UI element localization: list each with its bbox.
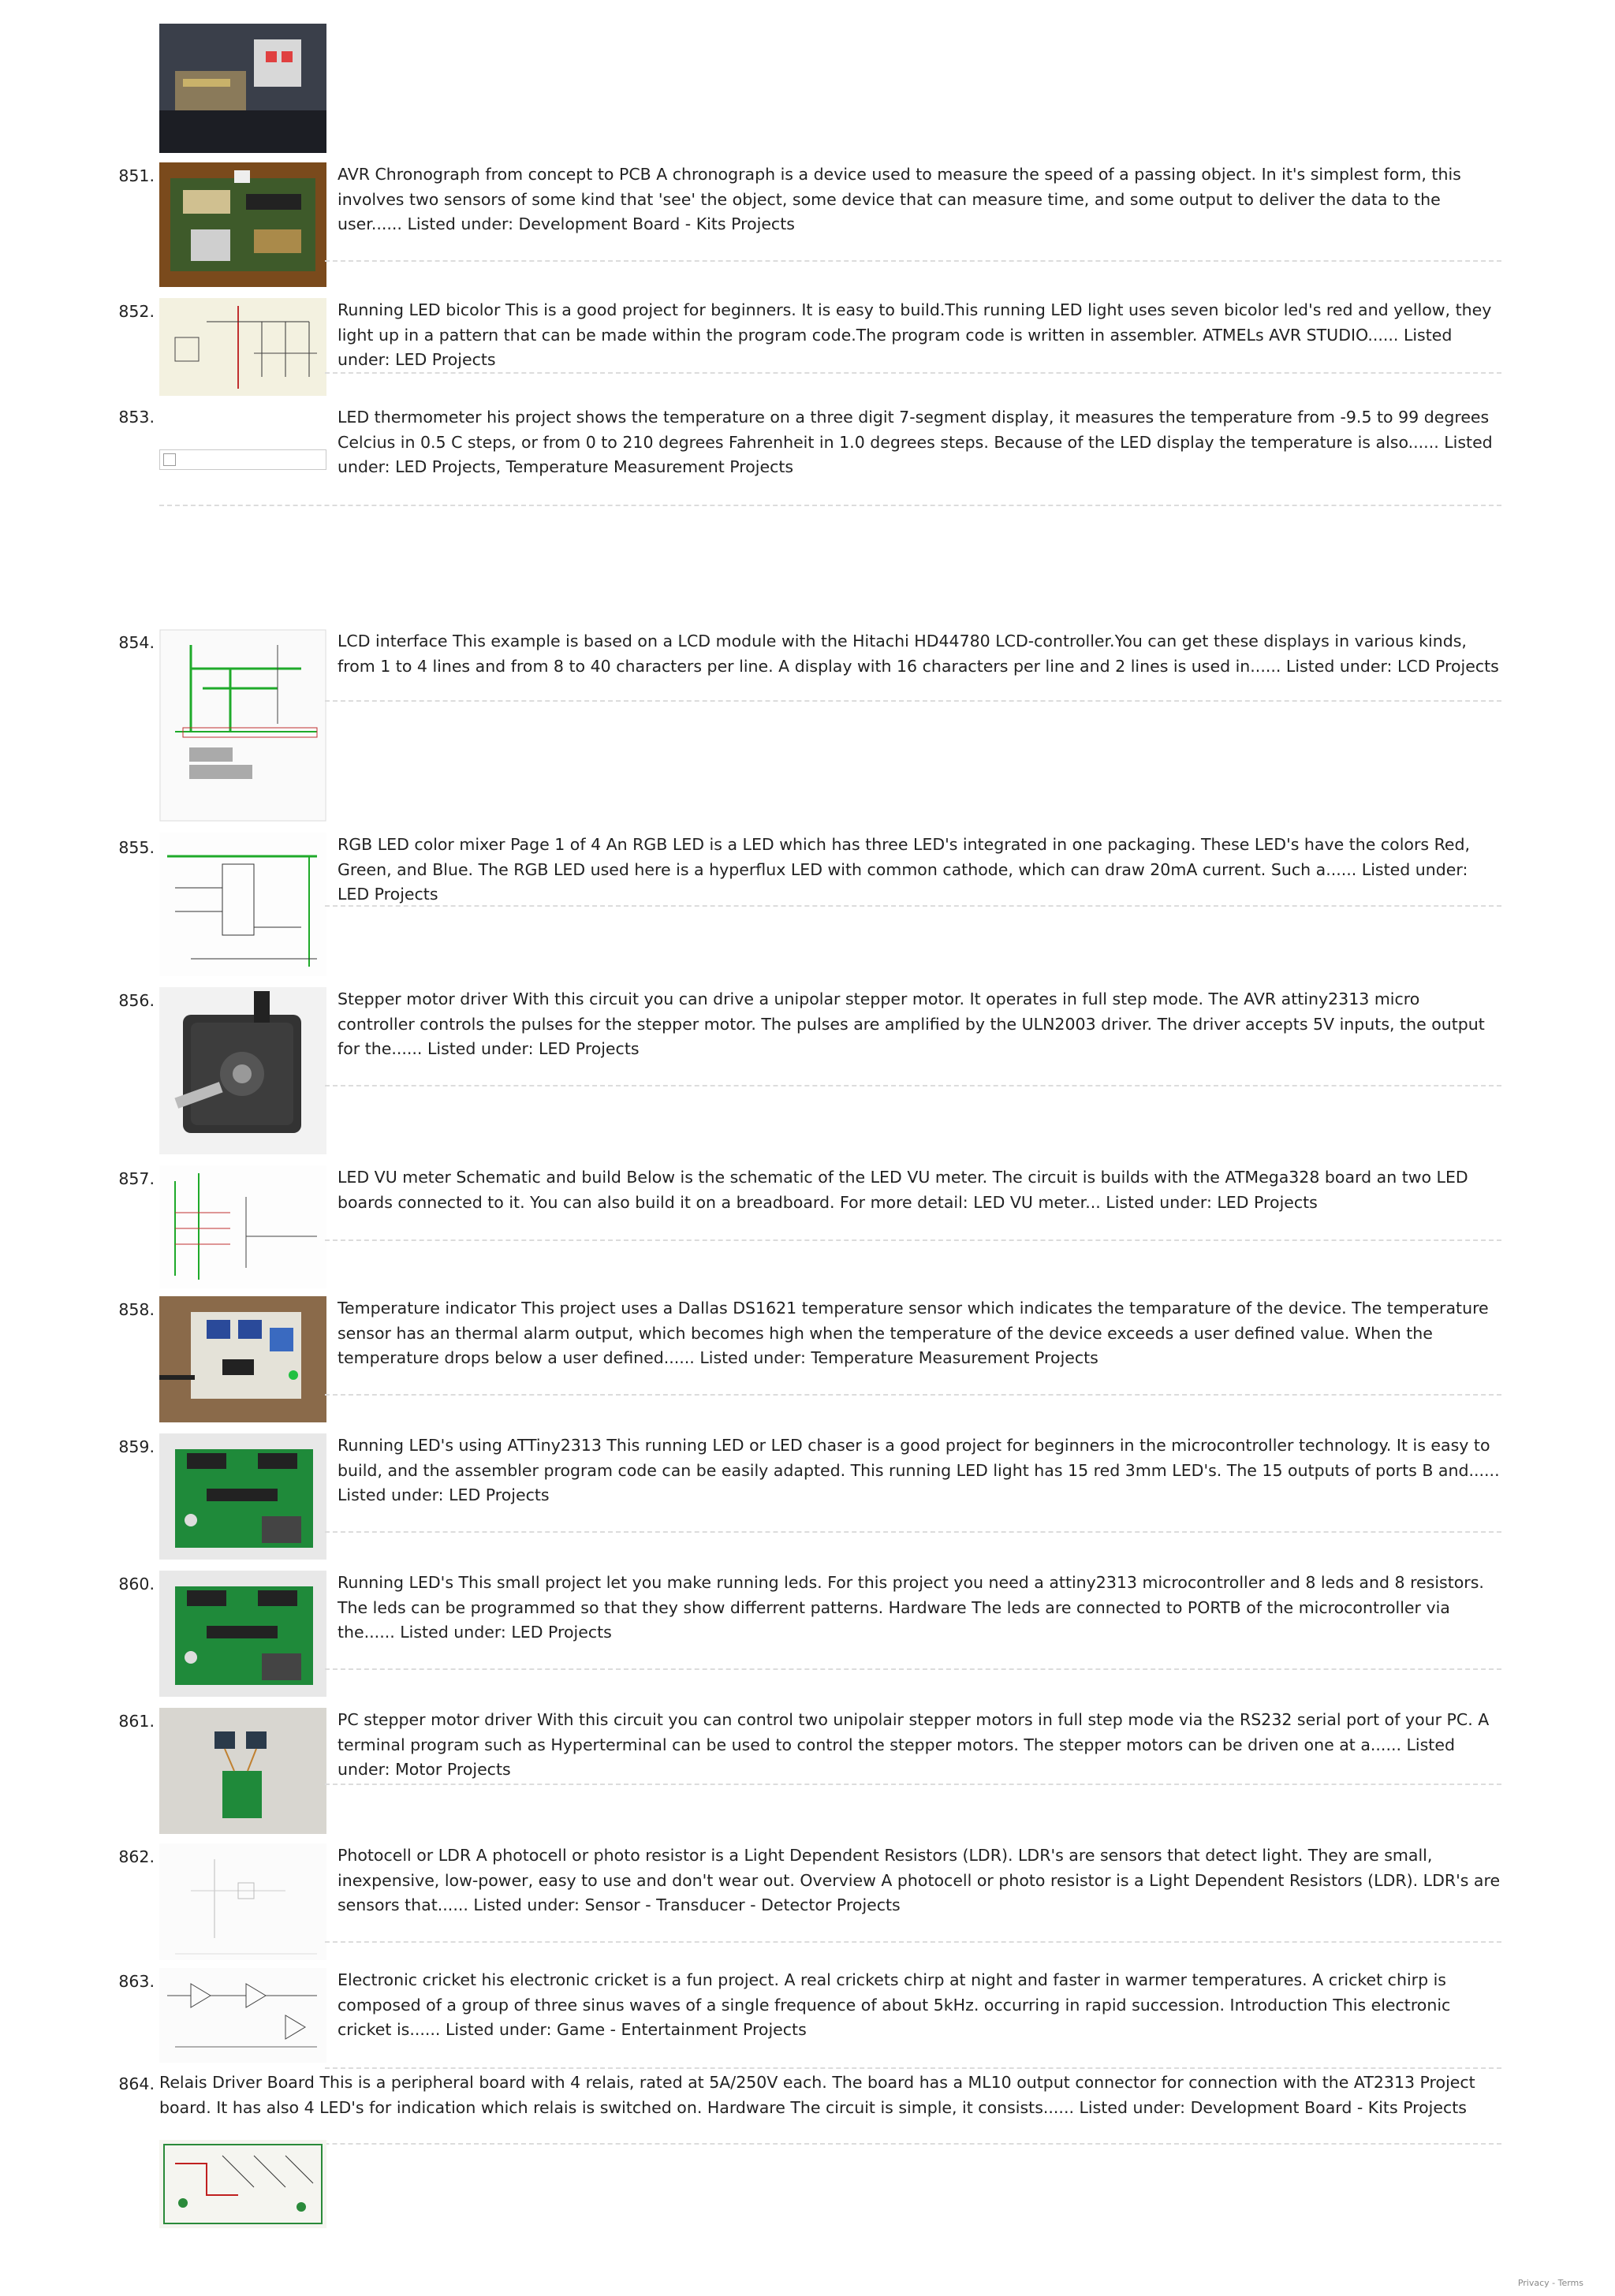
divider — [325, 1941, 1501, 1943]
item-853-text[interactable] — [159, 405, 1501, 480]
divider — [325, 1531, 1501, 1533]
item-description[interactable]: Running LED's using ATTiny2313 This running LED or LED chaser is a good project for beginners in the microcontroller technology. It is easy to build, and the assembler program code can be easily adapted. This running LED light has 15 red 3mm LED's. The 15 outputs of ports B and...... Listed under: LED Projects — [338, 1436, 1500, 1504]
divider — [325, 1085, 1501, 1086]
item-description[interactable]: AVR Chronograph from concept to PCB A chronograph is a device used to measure the speed of a passing object. In it's simplest form, this involves two sensors of some kind that 'see' the object, some device that can measure time, and some output to deliver the data to the user...... Listed under: Development Board - Kits Projects — [338, 165, 1461, 233]
divider — [325, 1784, 1501, 1785]
thumbnail-856[interactable] — [159, 987, 326, 1154]
thumbnail-855[interactable] — [159, 833, 326, 976]
thumbnail-859[interactable] — [159, 1433, 326, 1560]
privacy-terms-link[interactable]: Privacy - Terms — [1517, 2278, 1583, 2288]
divider — [325, 2067, 1501, 2069]
divider — [325, 700, 1501, 702]
item-description[interactable]: Running LED bicolor This is a good project for beginners. It is easy to build.This running LED light uses seven bicolor led's red and yellow, they light up in a pattern that can be made within the program code.The program code is written in assembler. ATMELs AVR STUDIO...... Listed under: LED Projects — [338, 300, 1492, 369]
item-description[interactable]: PC stepper motor driver With this circuit you can control two unipolair stepper motors in full step mode via the RS232 serial port of your PC. A terminal program such as Hyperterminal can be used to control the stepper motors. The stepper motors can be driven one at a...... Listed under: Motor Projects — [338, 1710, 1490, 1779]
item-number: 856. — [118, 991, 155, 1010]
divider — [325, 1239, 1501, 1241]
item-number: 864. — [118, 2074, 155, 2093]
divider — [325, 372, 1501, 374]
thumbnail-854[interactable] — [159, 629, 326, 822]
divider — [159, 505, 1501, 506]
item-number: 851. — [118, 166, 155, 185]
item-number: 855. — [118, 838, 155, 857]
divider — [325, 1668, 1501, 1670]
item-description[interactable]: Stepper motor driver With this circuit you can drive a unipolar stepper motor. It operates in full step mode. The AVR attiny2313 micro controller controls the pulses for the stepper motor. The pulses are amplified by the ULN2003 driver. The driver accepts 5V inputs, the output for the...... Listed under: LED Projects — [338, 990, 1485, 1058]
divider — [325, 1394, 1501, 1396]
item-number: 858. — [118, 1300, 155, 1319]
thumbnail-864[interactable] — [159, 2140, 326, 2228]
thumbnail-852[interactable] — [159, 298, 326, 396]
item-description[interactable]: LED VU meter Schematic and build Below is the schematic of the LED VU meter. The circuit is builds with the ATMega328 board an two LED boards connected to it. You can also build it on a breadboard. For more detail: LED VU meter... Listed under: LED Projects — [338, 1168, 1468, 1212]
item-description[interactable]: RGB LED color mixer Page 1 of 4 An RGB LED is a LED which has three LED's integrated in one packaging. These LED's have the colors Red, Green, and Blue. The RGB LED used here is a hyperflux LED with common cathode, which can draw 20mA current. Such a...... Listed under: LED Projects — [338, 835, 1471, 904]
thumbnail-top[interactable] — [159, 24, 326, 153]
item-number: 854. — [118, 633, 155, 652]
divider — [159, 2143, 1501, 2145]
divider — [325, 905, 1501, 907]
item-description[interactable]: Relais Driver Board This is a peripheral board with 4 relais, rated at 5A/250V each. The board has a ML10 output connector for connection with the AT2313 Project board. It has also 4 LED's for indication which relais is switched on. Hardware The circuit is simple, it consists...... Listed under: Development Board - Kits Projects — [159, 2073, 1475, 2117]
thumbnail-860[interactable] — [159, 1571, 326, 1697]
divider — [325, 260, 1501, 262]
item-description[interactable]: Running LED's This small project let you make running leds. For this project you need a attiny2313 microcontroller and 8 leds and 8 resistors. The leds can be programmed so that they show differrent patterns. Hardware The leds are connected to PORTB of the microcontroller via the...... Listed under: LED Projects — [338, 1573, 1484, 1642]
item-number: 853. — [118, 408, 155, 427]
thumbnail-858[interactable] — [159, 1296, 326, 1422]
image-placeholder — [159, 430, 338, 477]
thumbnail-861[interactable] — [159, 1708, 326, 1834]
item-description[interactable]: LCD interface This example is based on a LCD module with the Hitachi HD44780 LCD-controller.You can get these displays in various kinds, from 1 to 4 lines and from 8 to 40 characters per line. A display with 16 characters per line and 2 lines is used in...... Listed under: LCD Projects — [338, 632, 1499, 676]
item-description[interactable]: Electronic cricket his electronic cricket is a fun project. A real crickets chirp at night and faster in warmer temperatures. A cricket chirp is composed of a group of three sinus waves of a single frequence of about 5kHz. occurring in rapid succession. Introduction This electronic cricket is...... Listed under: Game - Entertainment Projects — [338, 1970, 1451, 2039]
thumbnail-863[interactable] — [159, 1968, 326, 2063]
item-number: 861. — [118, 1712, 155, 1731]
item-description[interactable]: Photocell or LDR A photocell or photo resistor is a Light Dependent Resistors (LDR). LDR's are sensors that detect light. They are small, inexpensive, low-power, easy to use and don't wear out. Overview A photocell or photo resistor is a Light Dependent Resistors (LDR). LDR's are sensors that...... Listed under: Sensor - Transducer - Detector Projects — [338, 1846, 1501, 1914]
item-number: 859. — [118, 1437, 155, 1456]
item-description[interactable]: Temperature indicator This project uses a Dallas DS1621 temperature sensor which indicates the temparature of the device. The temperature sensor has an thermal alarm output, which becomes high when the temperature of the device exceeds a user defined value. When the temperature drops below a user defined...... Listed under: Temperature Measurement Projects — [338, 1299, 1489, 1367]
item-number: 857. — [118, 1169, 155, 1188]
thumbnail-857[interactable] — [159, 1165, 326, 1288]
item-number: 860. — [118, 1575, 155, 1593]
thumbnail-851[interactable] — [159, 162, 326, 287]
item-description[interactable]: LED thermometer his project shows the temperature on a three digit 7-segment display, it measures the temperature from -9.5 to 99 degrees Celcius in 0.5 C steps, or from 0 to 210 degrees Fahrenheit in 1.0 degrees steps. Because of the LED display the temperature is also...... Listed under: LED Projects, Temperature Measurement Projects — [338, 408, 1493, 476]
item-864-text[interactable] — [159, 2070, 1501, 2120]
item-number: 863. — [118, 1972, 155, 1991]
thumbnail-862[interactable] — [159, 1843, 326, 1960]
item-number: 852. — [118, 302, 155, 321]
item-number: 862. — [118, 1847, 155, 1866]
